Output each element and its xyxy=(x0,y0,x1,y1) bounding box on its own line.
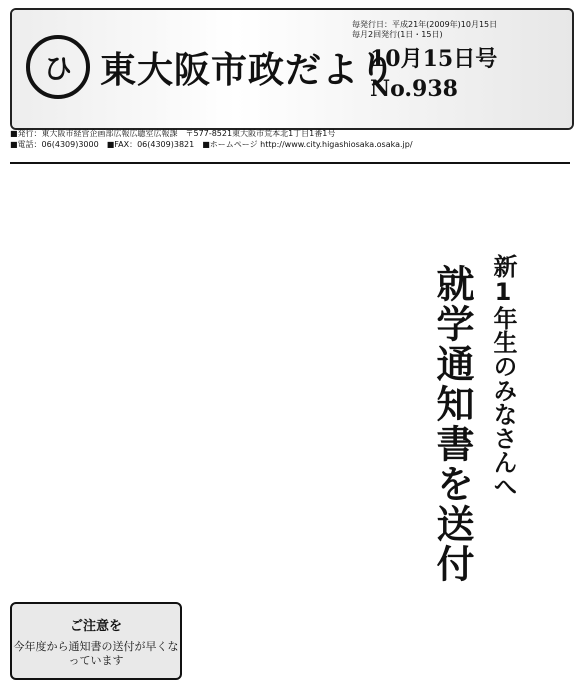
publisher-bar xyxy=(10,128,570,162)
notice-title: ご注意を xyxy=(69,618,122,634)
issue-info xyxy=(352,20,562,116)
masthead xyxy=(10,8,574,130)
publisher-line-2: ■電話：06(4309)3000 ■FAX：06(4309)3821 ■ホームページ http://www.city.higashiosaka.osaka.jp/ xyxy=(10,140,413,149)
notice-body: 今年度から通知書の送付が早くなっています xyxy=(13,639,179,667)
logo-mark: ひ xyxy=(26,35,90,99)
article-title-line-2: 就学通知書を送付 xyxy=(430,264,474,584)
issue-small-2: 毎月2回発行(1日・15日) xyxy=(352,30,443,39)
publisher-line-1: ■発行：東大阪市経営企画部広報広聴室広報課 〒577-8521東大阪市荒本北1丁目1番1号 xyxy=(10,129,336,138)
article-title-line-1: 新1年生のみなさんへ xyxy=(489,254,517,498)
logo-text: 東大阪市政だより xyxy=(100,48,397,91)
notice-box xyxy=(10,602,182,680)
header-rule xyxy=(10,162,570,164)
issue-number: No.938 xyxy=(370,76,458,102)
issue-small-1: 毎発行日：平成21年(2009年)10月15日 xyxy=(352,20,498,29)
issue-date: 10月15日号 xyxy=(370,46,498,72)
